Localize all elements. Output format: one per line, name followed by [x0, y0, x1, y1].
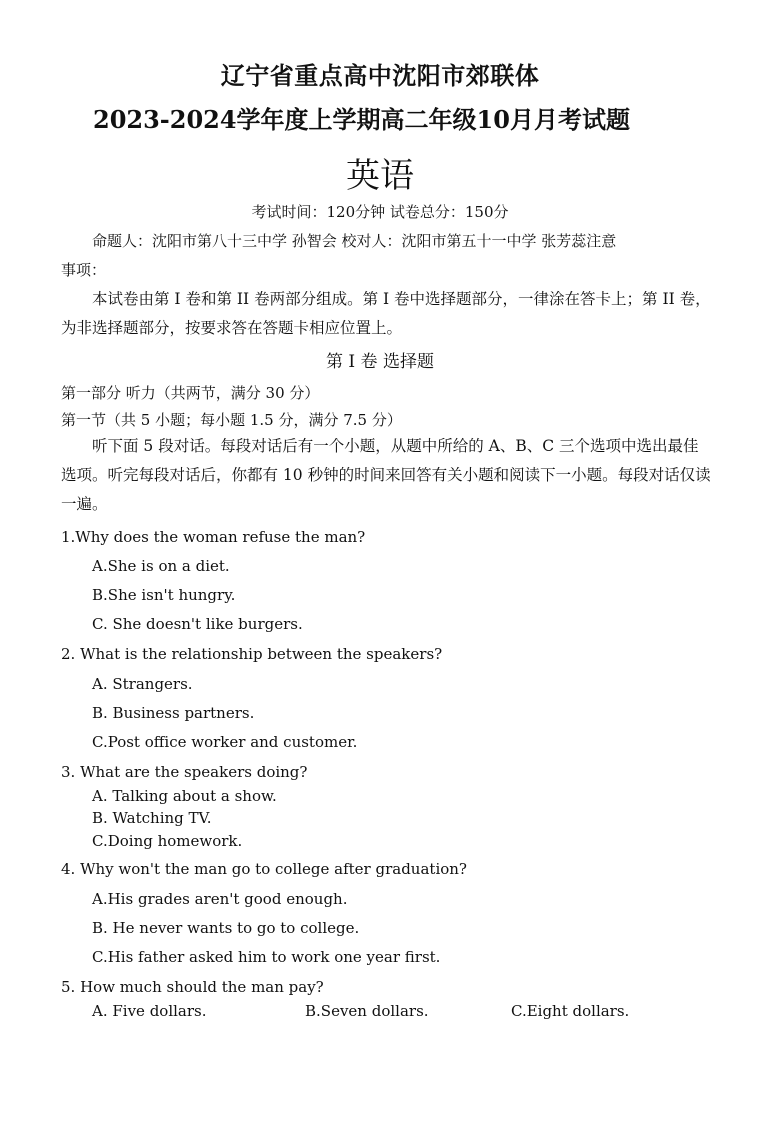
question-option: A. Strangers. — [92, 675, 193, 693]
question-option: A. Talking about a show. — [92, 787, 277, 805]
question-option: C. She doesn't like burgers. — [92, 615, 303, 633]
subsection-heading: 第一节（共 5 小题；每小题 1.5 分，满分 7.5 分） — [61, 411, 402, 429]
question-stem: 2. What is the relationship between the speakers? — [61, 645, 443, 663]
exam-title-line2: 2023-2024学年度上学期高二年级10月月考试题 — [93, 105, 630, 134]
question-option: A.His grades aren't good enough. — [92, 890, 348, 908]
question-option: B.She isn't hungry. — [92, 586, 236, 604]
exam-title-line1: 辽宁省重点高中沈阳市郊联体 — [220, 61, 540, 90]
question-stem: 4. Why won't the man go to college after graduation? — [61, 860, 467, 878]
notes-label: 事项： — [61, 261, 107, 279]
exam-time-score: 考试时间：120分钟 试卷总分：150分 — [251, 203, 509, 221]
question-option: C.Post office worker and customer. — [92, 733, 358, 751]
instructions-paragraph: 本试卷由第 I 卷和第 II 卷两部分组成。第 I 卷中选择题部分，一律涂在答卡上；第 II 卷，为非选择题部分，按要求答在答题卡相应位置上。 — [61, 290, 711, 337]
question-option: C.His father asked him to work one year first. — [92, 948, 441, 966]
question-option: A. Five dollars. — [92, 1002, 207, 1020]
question-option: C.Doing homework. — [92, 832, 243, 850]
part-heading: 第一部分 听力（共两节，满分 30 分） — [61, 384, 320, 402]
question-stem: 3. What are the speakers doing? — [61, 763, 308, 781]
question-stem: 5. How much should the man pay? — [61, 978, 324, 996]
question-option: B.Seven dollars. — [305, 1002, 429, 1020]
question-option: A.She is on a diet. — [92, 557, 230, 575]
question-option: B. Watching TV. — [92, 809, 212, 827]
subject-title: 英语 — [346, 156, 414, 196]
authors-line: 命题人：沈阳市第八十三中学 孙智会 校对人：沈阳市第五十一中学 张芳蕊注意 — [92, 232, 617, 250]
question-option: C.Eight dollars. — [511, 1002, 630, 1020]
question-option: B. Business partners. — [92, 704, 255, 722]
section-title: 第 I 卷 选择题 — [326, 352, 434, 372]
listening-directions: 听下面 5 段对话。每段对话后有一个小题，从题中所给的 A、B、C 三个选项中选出最佳选项。听完每段对话后，你都有 10 秒钟的时间来回答有关小题和阅读下一小题。每段对话仅读一遍。 — [61, 437, 711, 513]
question-option: B. He never wants to go to college. — [92, 919, 360, 937]
question-stem: 1.Why does the woman refuse the man? — [61, 528, 366, 546]
